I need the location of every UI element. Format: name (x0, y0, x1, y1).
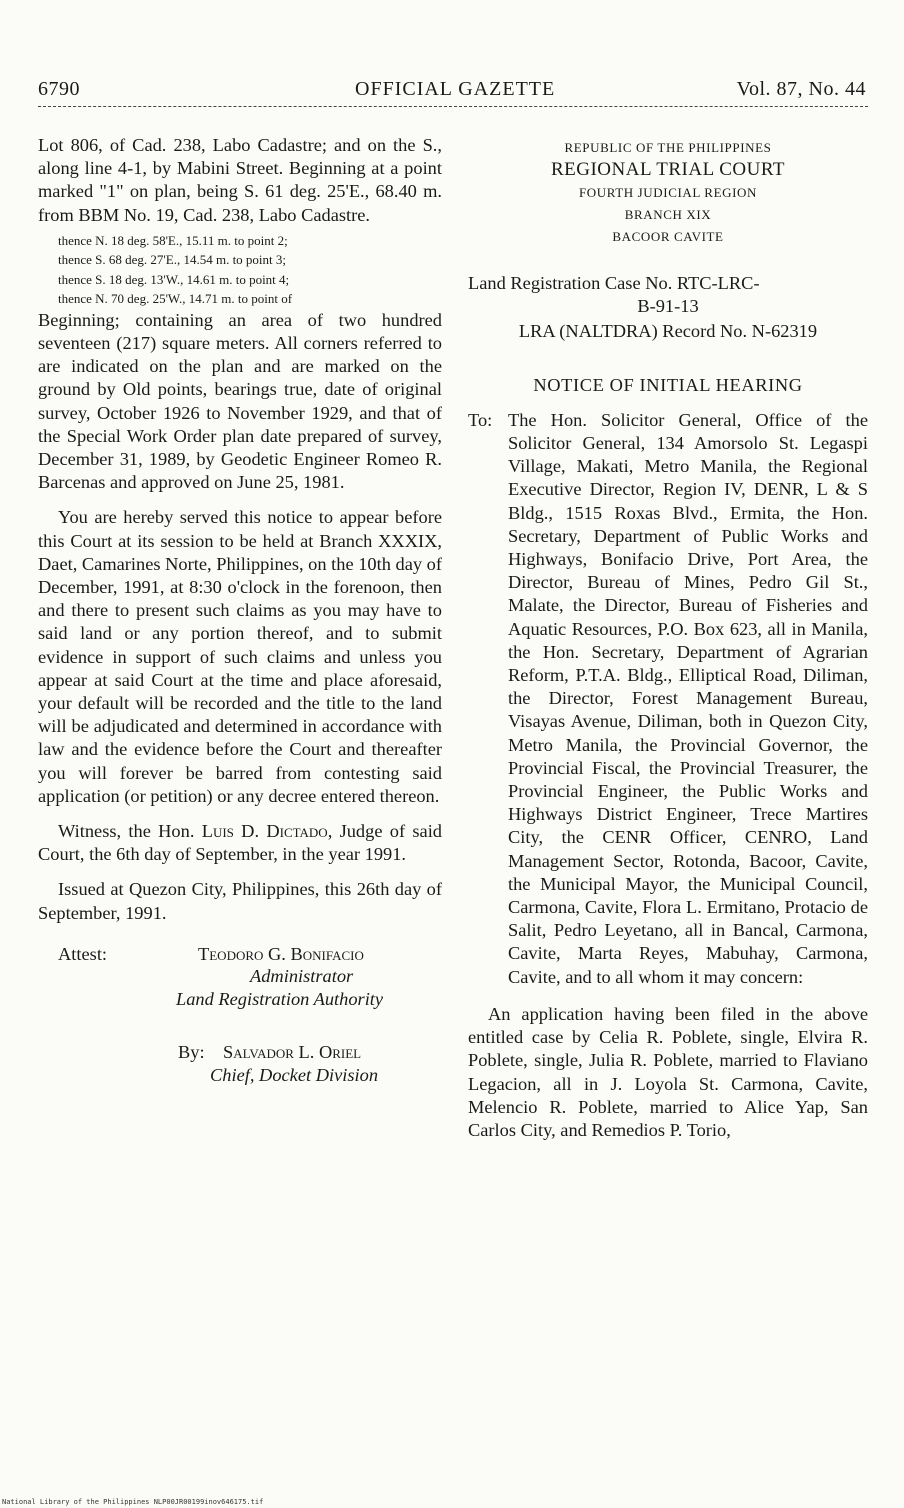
volume-number: Vol. 87, No. 44 (736, 78, 866, 100)
addressee-list: The Hon. Solicitor General, Office of the Solicitor General, 134 Amorsolo St. Legaspi Village, Makati, Metro Manila, the Regional Executive Director, Region IV, DENR, L & S Bldg., 1515 Roxas Blvd., Ermita, the Hon. Secretary, Department of Public Works and Highways, Bonifacio Drive, Port Area, the Director, Bureau of Mines, Pedro Gil St., Malate, the Director, Bureau of Fisheries and Aquatic Resources, P.O. Box 623, all in Manila, the Hon. Secretary, Department of Agrarian Reform, P.T.A. Bldg., Elliptical Road, Diliman, the Director, Forest Management Bureau, Visayas Avenue, Diliman, both in Quezon City, Metro Manila, the Provincial Governor, the Provincial Fiscal, the Provincial Treasurer, the Provincial Engineer, the Public Works and Highways District Engineer, Trece Martires City, the CENR Officer, CENRO, Land Management Sector, Rotonda, Bacoor, Cavite, the Municipal Mayor, the Municipal Council, Carmona, Cavite, Flora L. Ermitano, Protacio de Salit, Pedro Leyetano, all in Bancal, Carmona, Cavite, Marta Reyes, Mabuhay, Carmona, Cavite, and to all whom it may concern: (508, 409, 868, 987)
case-number-cont: B-91-13 (637, 296, 699, 317)
judge-name: Luis D. Dictado (201, 821, 328, 842)
bearing-line: thence S. 18 deg. 13'W., 14.61 m. to point 4; (58, 271, 290, 287)
attest-name: Teodoro G. Bonifacio (198, 943, 364, 964)
court-republic: REPUBLIC OF THE PHILIPPINES (564, 140, 772, 155)
notice-paragraph: You are hereby served this notice to appear before this Court at its session to be held at Branch XXXIX, Daet, Camarines Norte, Philippines, on the 10th day of December, 1991, at 8:30 o'clock in the forenoon, then and there to present such claims as you may have to said land or any portion thereof, and to submit evidence in support of such claims and unless you appear at said Court at the time and place aforesaid, your default will be recorded and the title to the land will be adjudicated and determined in accordance with law and the evidence before the Court and thereafter you will forever be barred from contesting said application (or petition) or any decree entered thereon. (38, 507, 443, 806)
by-name: Salvador L. Oriel (223, 1041, 362, 1062)
attest-title-administrator: Administrator (250, 965, 354, 986)
to-label: To: (468, 409, 493, 430)
header-rule (38, 106, 868, 107)
page-number: 6790 (38, 78, 80, 100)
court-branch: BRANCH XIX (624, 207, 712, 222)
by-label: By: (178, 1041, 205, 1062)
notice-title: NOTICE OF INITIAL HEARING (533, 374, 803, 395)
publication-title: OFFICIAL GAZETTE (355, 78, 556, 100)
case-number: Land Registration Case No. RTC-LRC- (468, 273, 760, 293)
signature-block (38, 943, 442, 1113)
witness-paragraph: Witness, the Hon. Luis D. Dictado, Judge of said Court, the 6th day of September, in the year 1991. (38, 821, 442, 865)
bearing-line: thence S. 68 deg. 27'E., 14.54 m. to point 3; (58, 252, 287, 268)
bearing-line: thence N. 18 deg. 58'E., 15.11 m. to point 2; (58, 232, 288, 248)
court-heading (468, 138, 868, 248)
addressees (468, 409, 868, 989)
scan-footer: National Library of the Philippines NLP00JR00199inov646175.tif (2, 1498, 264, 1506)
by-title: Chief, Docket Division (210, 1064, 379, 1085)
lot-description-body: Beginning; containing an area of two hundred seventeen (217) square meters. All corners referred to are indicated on the plan and are marked on the ground by Old points, bearings true, date of original survey, October 1926 to November 1929, and that of the Special Work Order plan date prepared of survey, December 31, 1989, by Geodetic Engineer Romeo R. Barcenas and approved on June 25, 1981. (38, 309, 442, 493)
court-name: REGIONAL TRIAL COURT (550, 159, 786, 180)
court-region: FOURTH JUDICIAL REGION (578, 185, 758, 200)
attest-label: Attest: (58, 943, 108, 964)
bearing-line: thence N. 70 deg. 25'W., 14.71 m. to point of (58, 291, 293, 307)
application-paragraph: An application having been filed in the above entitled case by Celia R. Poblete, single, Elvira R. Poblete, single, Julia R. Poblete, married to Flaviano Legacion, all in J. Loyola St. Carmona, Cavite, Melencio R. Poblete, married to Alice Yap, San Carlos City, and Remedios P. Torio, (468, 1003, 868, 1140)
bearings-list (38, 231, 442, 309)
case-number-block (468, 272, 868, 344)
right-column (468, 138, 868, 1142)
left-column (38, 134, 442, 1113)
lot-description-intro: Lot 806, of Cad. 238, Labo Cadastre; and on the S., along line 4-1, by Mabini Street. Beginning at a point marked "1" on plan, being S. 61 deg. 25'E., 68.40 m. from BBM No. 19, Cad. 238, Labo Cadastre. (38, 135, 442, 225)
issued-paragraph: Issued at Quezon City, Philippines, this 26th day of September, 1991. (38, 879, 442, 923)
attest-title-authority: Land Registration Authority (176, 988, 384, 1009)
court-location: BACOOR CAVITE (612, 229, 724, 244)
record-number: LRA (NALTDRA) Record No. N-62319 (518, 321, 818, 342)
